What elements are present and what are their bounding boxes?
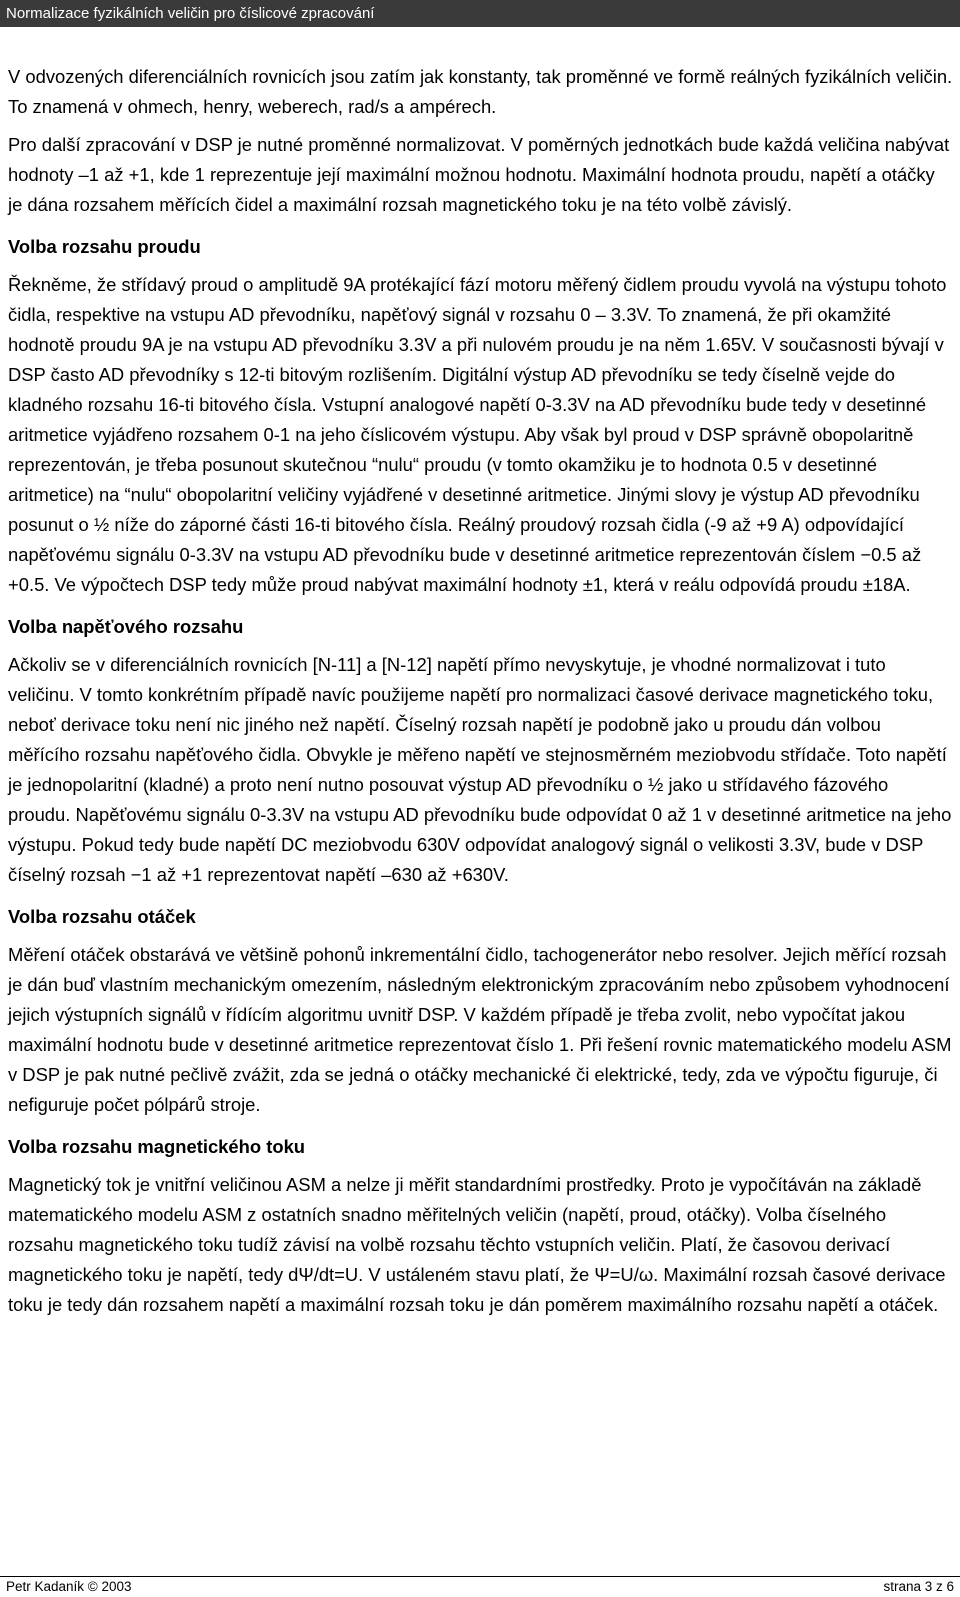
intro-paragraph: V odvozených diferenciálních rovnicích jsou zatím jak konstanty, tak proměnné ve formě reálných fyzikálních veličin. To znamená v ohmech, henry, weberech, rad/s a ampérech.	[8, 66, 953, 117]
speed-range-paragraph: Měření otáček obstarává ve většině pohonů inkrementální čidlo, tachogenerátor nebo resolver. Jejich měřící rozsah je dán buď vlastním mechanickým omezením, následným elektronickým zpracováním nebo způsobem vyhodnocení jejich výstupních signálů v řídícím algoritmu uvnitř DSP. V každém případě je třeba zvolit, nebo vypočítat jakou maximální hodnotu bude v desetinné aritmetice reprezentovat číslo 1. Při řešení rovnic matematického modelu ASM v DSP je pak nutné pečlivě zvážit, zda se jedná o otáčky mechanické či elektrické, tedy, zda ve výpočtu figuruje, či nefiguruje počet pólpárů stroje.	[8, 944, 952, 1115]
heading-speed-range: Volba rozsahu otáček	[8, 906, 196, 927]
flux-range-paragraph: Magnetický tok je vnitřní veličinou ASM a nelze ji měřit standardními prostředky. Proto je vypočítáván na základě matematického modelu ASM z ostatních snadno měřitelných veličin (napětí, proud, otáčky). Volba číselného rozsahu magnetického toku tudíž závisí na volbě rozsahu těchto vstupních veličin. Platí, že časovou derivací magnetického toku je napětí, tedy dΨ/dt=U. V ustáleném stavu platí, že Ψ=U/ω. Maximální rozsah časové derivace toku je tedy dán rozsahem napětí a maximální rozsah toku je dán poměrem maximálního rozsahu napětí a otáček.	[8, 1174, 946, 1315]
document-body	[8, 62, 954, 1320]
document-title: Normalizace fyzikálních veličin pro číslicové zpracování	[6, 5, 375, 22]
heading-flux-range: Volba rozsahu magnetického toku	[8, 1136, 306, 1157]
page-header	[0, 0, 960, 27]
footer-author: Petr Kadaník © 2003	[6, 1579, 132, 1594]
heading-current-range: Volba rozsahu proudu	[8, 236, 201, 257]
normalization-paragraph: Pro další zpracování v DSP je nutné proměnné normalizovat. V poměrných jednotkách bude každá veličina nabývat hodnoty –1 až +1, kde 1 reprezentuje její maximální možnou hodnotu. Maximální hodnota proudu, napětí a otáčky je dána rozsahem měřících čidel a maximální rozsah magnetického toku je na této volbě závislý.	[8, 134, 950, 215]
page-footer	[0, 1576, 960, 1597]
footer-page-number: strana 3 z 6	[883, 1579, 954, 1594]
heading-voltage-range: Volba napěťového rozsahu	[8, 616, 244, 637]
voltage-range-paragraph: Ačkoliv se v diferenciálních rovnicích [N-11] a [N-12] napětí přímo nevyskytuje, je vhodné normalizovat i tuto veličinu. V tomto konkrétním případě navíc použijeme napětí pro normalizaci časové derivace magnetického toku, neboť derivace toku není nic jiného než napětí. Číselný rozsah napětí je podobně jako u proudu dán volbou měřícího rozsahu napěťového čidla. Obvykle je měřeno napětí ve stejnosměrném meziobvodu střídače. Toto napětí je jednopolaritní (kladné) a proto není nutno posouvat výstup AD převodníku o ½ jako u střídavého fázového proudu. Napěťovému signálu 0-3.3V na vstupu AD převodníku bude odpovídat 0 až 1 v desetinné aritmetice na jeho výstupu. Pokud tedy bude napětí DC meziobvodu 630V odpovídat analogový signál o velikosti 3.3V, bude v DSP číselný rozsah −1 až +1 reprezentovat napětí –630 až +630V.	[8, 654, 952, 885]
current-range-paragraph: Řekněme, že střídavý proud o amplitudě 9A protékající fází motoru měřený čidlem proudu vyvolá na výstupu tohoto čidla, respektive na vstupu AD převodníku, napěťový signál v rozsahu 0 – 3.3V. To znamená, že při okamžité hodnotě proudu 9A je na vstupu AD převodníku 3.3V a při nulovém proudu je na něm 1.65V. V současnosti bývají v DSP často AD převodníky s 12-ti bitovým rozlišením. Digitální výstup AD převodníku se tedy číselně vejde do kladného rozsahu 16-ti bitového čísla. Vstupní analogové napětí 0-3.3V na AD převodníku bude tedy v desetinné aritmetice vyjádřeno rozsahem 0-1 na jeho číslicovém výstupu. Aby však byl proud v DSP správně obopolaritně reprezentován, je třeba posunout skutečnou “nulu“ proudu (v tomto okamžiku je to hodnota 0.5 v desetinné aritmetice) na “nulu“ obopolaritní veličiny vyjádřené v desetinné aritmetice. Jinými slovy je výstup AD převodníku posunut o ½ níže do záporné části 16-ti bitového čísla. Reálný proudový rozsah čidla (-9 až +9 A) odpovídající napěťovému signálu 0-3.3V na vstupu AD převodníku bude v desetinné aritmetice reprezentován číslem −0.5 až +0.5. Ve výpočtech DSP tedy může proud nabývat maximální hodnoty ±1, která v reálu odpovídá proudu ±18A.	[8, 274, 947, 595]
